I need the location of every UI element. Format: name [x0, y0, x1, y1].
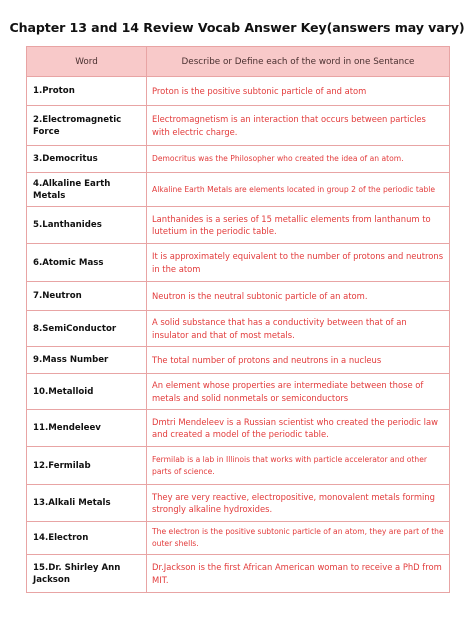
vocab-word: 10.Metalloid [27, 374, 147, 410]
table-row [27, 173, 450, 207]
vocab-definition: They are very reactive, electropositive, monovalent metals forming strongly alkaline hydroxides. [147, 485, 450, 522]
vocab-word: 4.Alkaline Earth Metals [27, 173, 147, 207]
table-row [27, 410, 450, 447]
vocab-word: 1.Proton [27, 77, 147, 106]
vocab-word: 13.Alkali Metals [27, 485, 147, 522]
vocab-definition: Neutron is the neutral subtonic particle of an atom. [147, 282, 450, 311]
vocab-definition: Lanthanides is a series of 15 metallic elements from lanthanum to lutetium in the periodic table. [147, 207, 450, 244]
table-row [27, 555, 450, 593]
vocab-word: 11.Mendeleev [27, 410, 147, 447]
table-row [27, 282, 450, 311]
column-header-word: Word [27, 47, 147, 77]
table-row [27, 106, 450, 146]
column-header-definition: Describe or Define each of the word in one Sentance [147, 47, 450, 77]
table-row [27, 244, 450, 282]
table-row [27, 77, 450, 106]
vocab-definition: Electromagnetism is an interaction that occurs between particles with electric charge. [147, 106, 450, 146]
vocab-word: 3.Democritus [27, 146, 147, 173]
vocab-word: 7.Neutron [27, 282, 147, 311]
vocab-definition: Fermilab is a lab in Illinois that works with particle accelerator and other parts of science. [147, 447, 450, 485]
vocab-definition: Proton is the positive subtonic particle of and atom [147, 77, 450, 106]
vocab-word: 5.Lanthanides [27, 207, 147, 244]
table-row [27, 522, 450, 555]
vocab-definition: It is approximately equivalent to the number of protons and neutrons in the atom [147, 244, 450, 282]
vocab-definition: Dr.Jackson is the first African American woman to receive a PhD from MIT. [147, 555, 450, 593]
vocab-definition: Democritus was the Philosopher who created the idea of an atom. [147, 146, 450, 173]
vocab-word: 6.Atomic Mass [27, 244, 147, 282]
vocab-definition: An element whose properties are intermediate between those of metals and solid nonmetals or semiconductors [147, 374, 450, 410]
table-row [27, 311, 450, 347]
vocab-word: 8.SemiConductor [27, 311, 147, 347]
vocab-definition: The total number of protons and neutrons in a nucleus [147, 347, 450, 374]
vocab-word: 9.Mass Number [27, 347, 147, 374]
table-row [27, 447, 450, 485]
vocab-word: 2.Electromagnetic Force [27, 106, 147, 146]
vocab-definition: Dmtri Mendeleev is a Russian scientist who created the periodic law and created a model of the periodic table. [147, 410, 450, 447]
vocab-definition: A solid substance that has a conductivity between that of an insulator and that of most metals. [147, 311, 450, 347]
table-row [27, 485, 450, 522]
vocab-table [26, 46, 450, 593]
table-row [27, 374, 450, 410]
vocab-word: 12.Fermilab [27, 447, 147, 485]
table-row [27, 207, 450, 244]
page-title: Chapter 13 and 14 Review Vocab Answer Key(answers may vary) [9, 20, 465, 35]
table-row [27, 347, 450, 374]
table-row [27, 146, 450, 173]
vocab-definition: The electron is the positive subtonic particle of an atom, they are part of the outer shells. [147, 522, 450, 555]
vocab-word: 14.Electron [27, 522, 147, 555]
vocab-word: 15.Dr. Shirley Ann Jackson [27, 555, 147, 593]
table-header-row [27, 47, 450, 77]
vocab-definition: Alkaline Earth Metals are elements located in group 2 of the periodic table [147, 173, 450, 207]
